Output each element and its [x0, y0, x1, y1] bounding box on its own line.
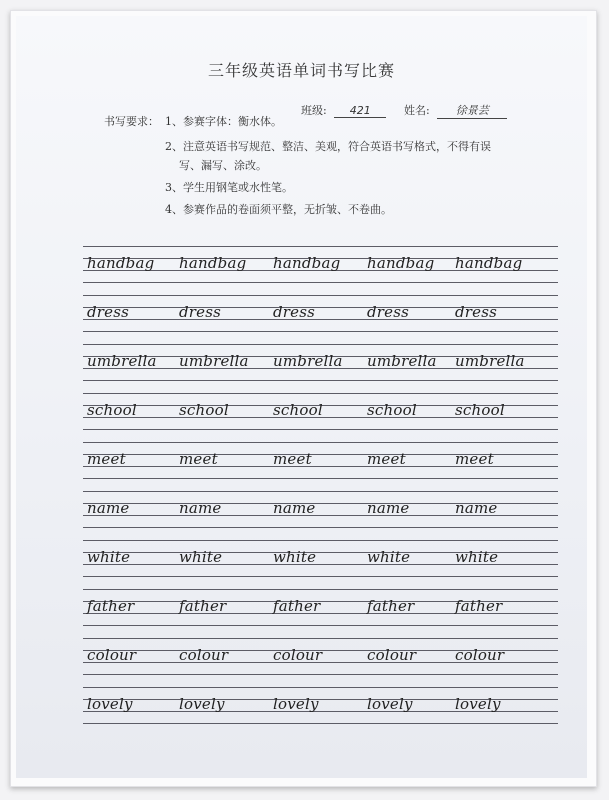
handwritten-word: colour [367, 646, 417, 664]
ruled-line [83, 589, 558, 590]
ruled-line [83, 540, 558, 541]
class-value: 421 [334, 104, 386, 118]
handwritten-word: handbag [455, 254, 523, 272]
handwritten-word: school [87, 401, 137, 419]
handwritten-word: father [367, 597, 415, 615]
handwritten-word: dress [273, 303, 316, 321]
handwritten-word: white [273, 548, 317, 566]
class-label: 班级: [301, 104, 327, 117]
ruled-line [83, 625, 558, 626]
word-row [83, 393, 558, 442]
handwritten-word: colour [273, 646, 323, 664]
word-row [83, 344, 558, 393]
name-field [404, 102, 507, 119]
word-row [83, 638, 558, 687]
ruled-line [83, 442, 558, 443]
handwritten-word: white [455, 548, 499, 566]
ruled-line [83, 331, 558, 332]
handwritten-word: umbrella [367, 352, 437, 370]
handwritten-word: meet [179, 450, 218, 468]
handwritten-word: dress [367, 303, 410, 321]
handwritten-word: lovely [455, 695, 501, 713]
handwritten-word: name [367, 499, 410, 517]
handwritten-word: dress [87, 303, 130, 321]
handwritten-word: handbag [179, 254, 247, 272]
ruled-line [83, 344, 558, 345]
name-label: 姓名: [404, 104, 430, 117]
handwritten-word: colour [179, 646, 229, 664]
handwritten-word: umbrella [273, 352, 343, 370]
handwritten-word: meet [273, 450, 312, 468]
word-row [83, 295, 558, 344]
ruled-line [83, 638, 558, 639]
word-row [83, 589, 558, 638]
ruled-line [83, 527, 558, 528]
requirement-1: 1、参赛字体：衡水体。 [165, 115, 282, 128]
handwritten-word: lovely [87, 695, 133, 713]
handwritten-word: colour [455, 646, 505, 664]
ruled-line [83, 380, 558, 381]
handwritten-word: meet [367, 450, 406, 468]
worksheet [16, 16, 587, 778]
class-field [301, 102, 386, 118]
handwritten-word: father [455, 597, 503, 615]
ruled-line [83, 491, 558, 492]
page-title: 三年级英语单词书写比赛 [207, 61, 395, 80]
word-row [83, 442, 558, 491]
handwriting-rows [83, 246, 558, 736]
handwritten-word: umbrella [179, 352, 249, 370]
handwritten-word: lovely [367, 695, 413, 713]
word-row [83, 540, 558, 589]
handwritten-word: umbrella [87, 352, 157, 370]
handwritten-word: school [367, 401, 417, 419]
word-row [83, 491, 558, 540]
requirement-2: 2、注意英语书写规范、整洁、美观，符合英语书写格式，不得有误 [165, 140, 491, 153]
handwritten-word: father [273, 597, 321, 615]
name-value: 徐景芸 [437, 102, 507, 119]
handwritten-word: white [87, 548, 131, 566]
ruled-line [83, 478, 558, 479]
ruled-line [83, 393, 558, 394]
requirement-2-cont: 写、漏写、涂改。 [179, 159, 267, 172]
handwritten-word: name [273, 499, 316, 517]
handwritten-word: lovely [273, 695, 319, 713]
handwritten-word: name [87, 499, 130, 517]
handwritten-word: father [87, 597, 135, 615]
handwritten-word: school [179, 401, 229, 419]
ruled-line [83, 295, 558, 296]
handwritten-word: lovely [179, 695, 225, 713]
handwritten-word: father [179, 597, 227, 615]
handwritten-word: meet [87, 450, 126, 468]
word-row [83, 687, 558, 736]
ruled-line [83, 282, 558, 283]
handwritten-word: school [455, 401, 505, 419]
handwritten-word: white [367, 548, 411, 566]
handwritten-word: colour [87, 646, 137, 664]
requirement-3: 3、学生用钢笔或水性笔。 [165, 181, 293, 194]
handwritten-word: handbag [367, 254, 435, 272]
handwritten-word: umbrella [455, 352, 525, 370]
handwritten-word: dress [179, 303, 222, 321]
ruled-line [83, 429, 558, 430]
ruled-line [83, 674, 558, 675]
handwritten-word: white [179, 548, 223, 566]
handwritten-word: handbag [273, 254, 341, 272]
handwritten-word: handbag [87, 254, 155, 272]
ruled-line [83, 687, 558, 688]
ruled-line [83, 246, 558, 247]
handwritten-word: name [455, 499, 498, 517]
handwritten-word: meet [455, 450, 494, 468]
requirements-heading: 书写要求： [104, 115, 159, 128]
ruled-line [83, 723, 558, 724]
handwritten-word: school [273, 401, 323, 419]
requirement-4: 4、参赛作品的卷面须平整，无折皱、不卷曲。 [165, 203, 392, 216]
word-row [83, 246, 558, 295]
handwritten-word: name [179, 499, 222, 517]
handwritten-word: dress [455, 303, 498, 321]
ruled-line [83, 576, 558, 577]
